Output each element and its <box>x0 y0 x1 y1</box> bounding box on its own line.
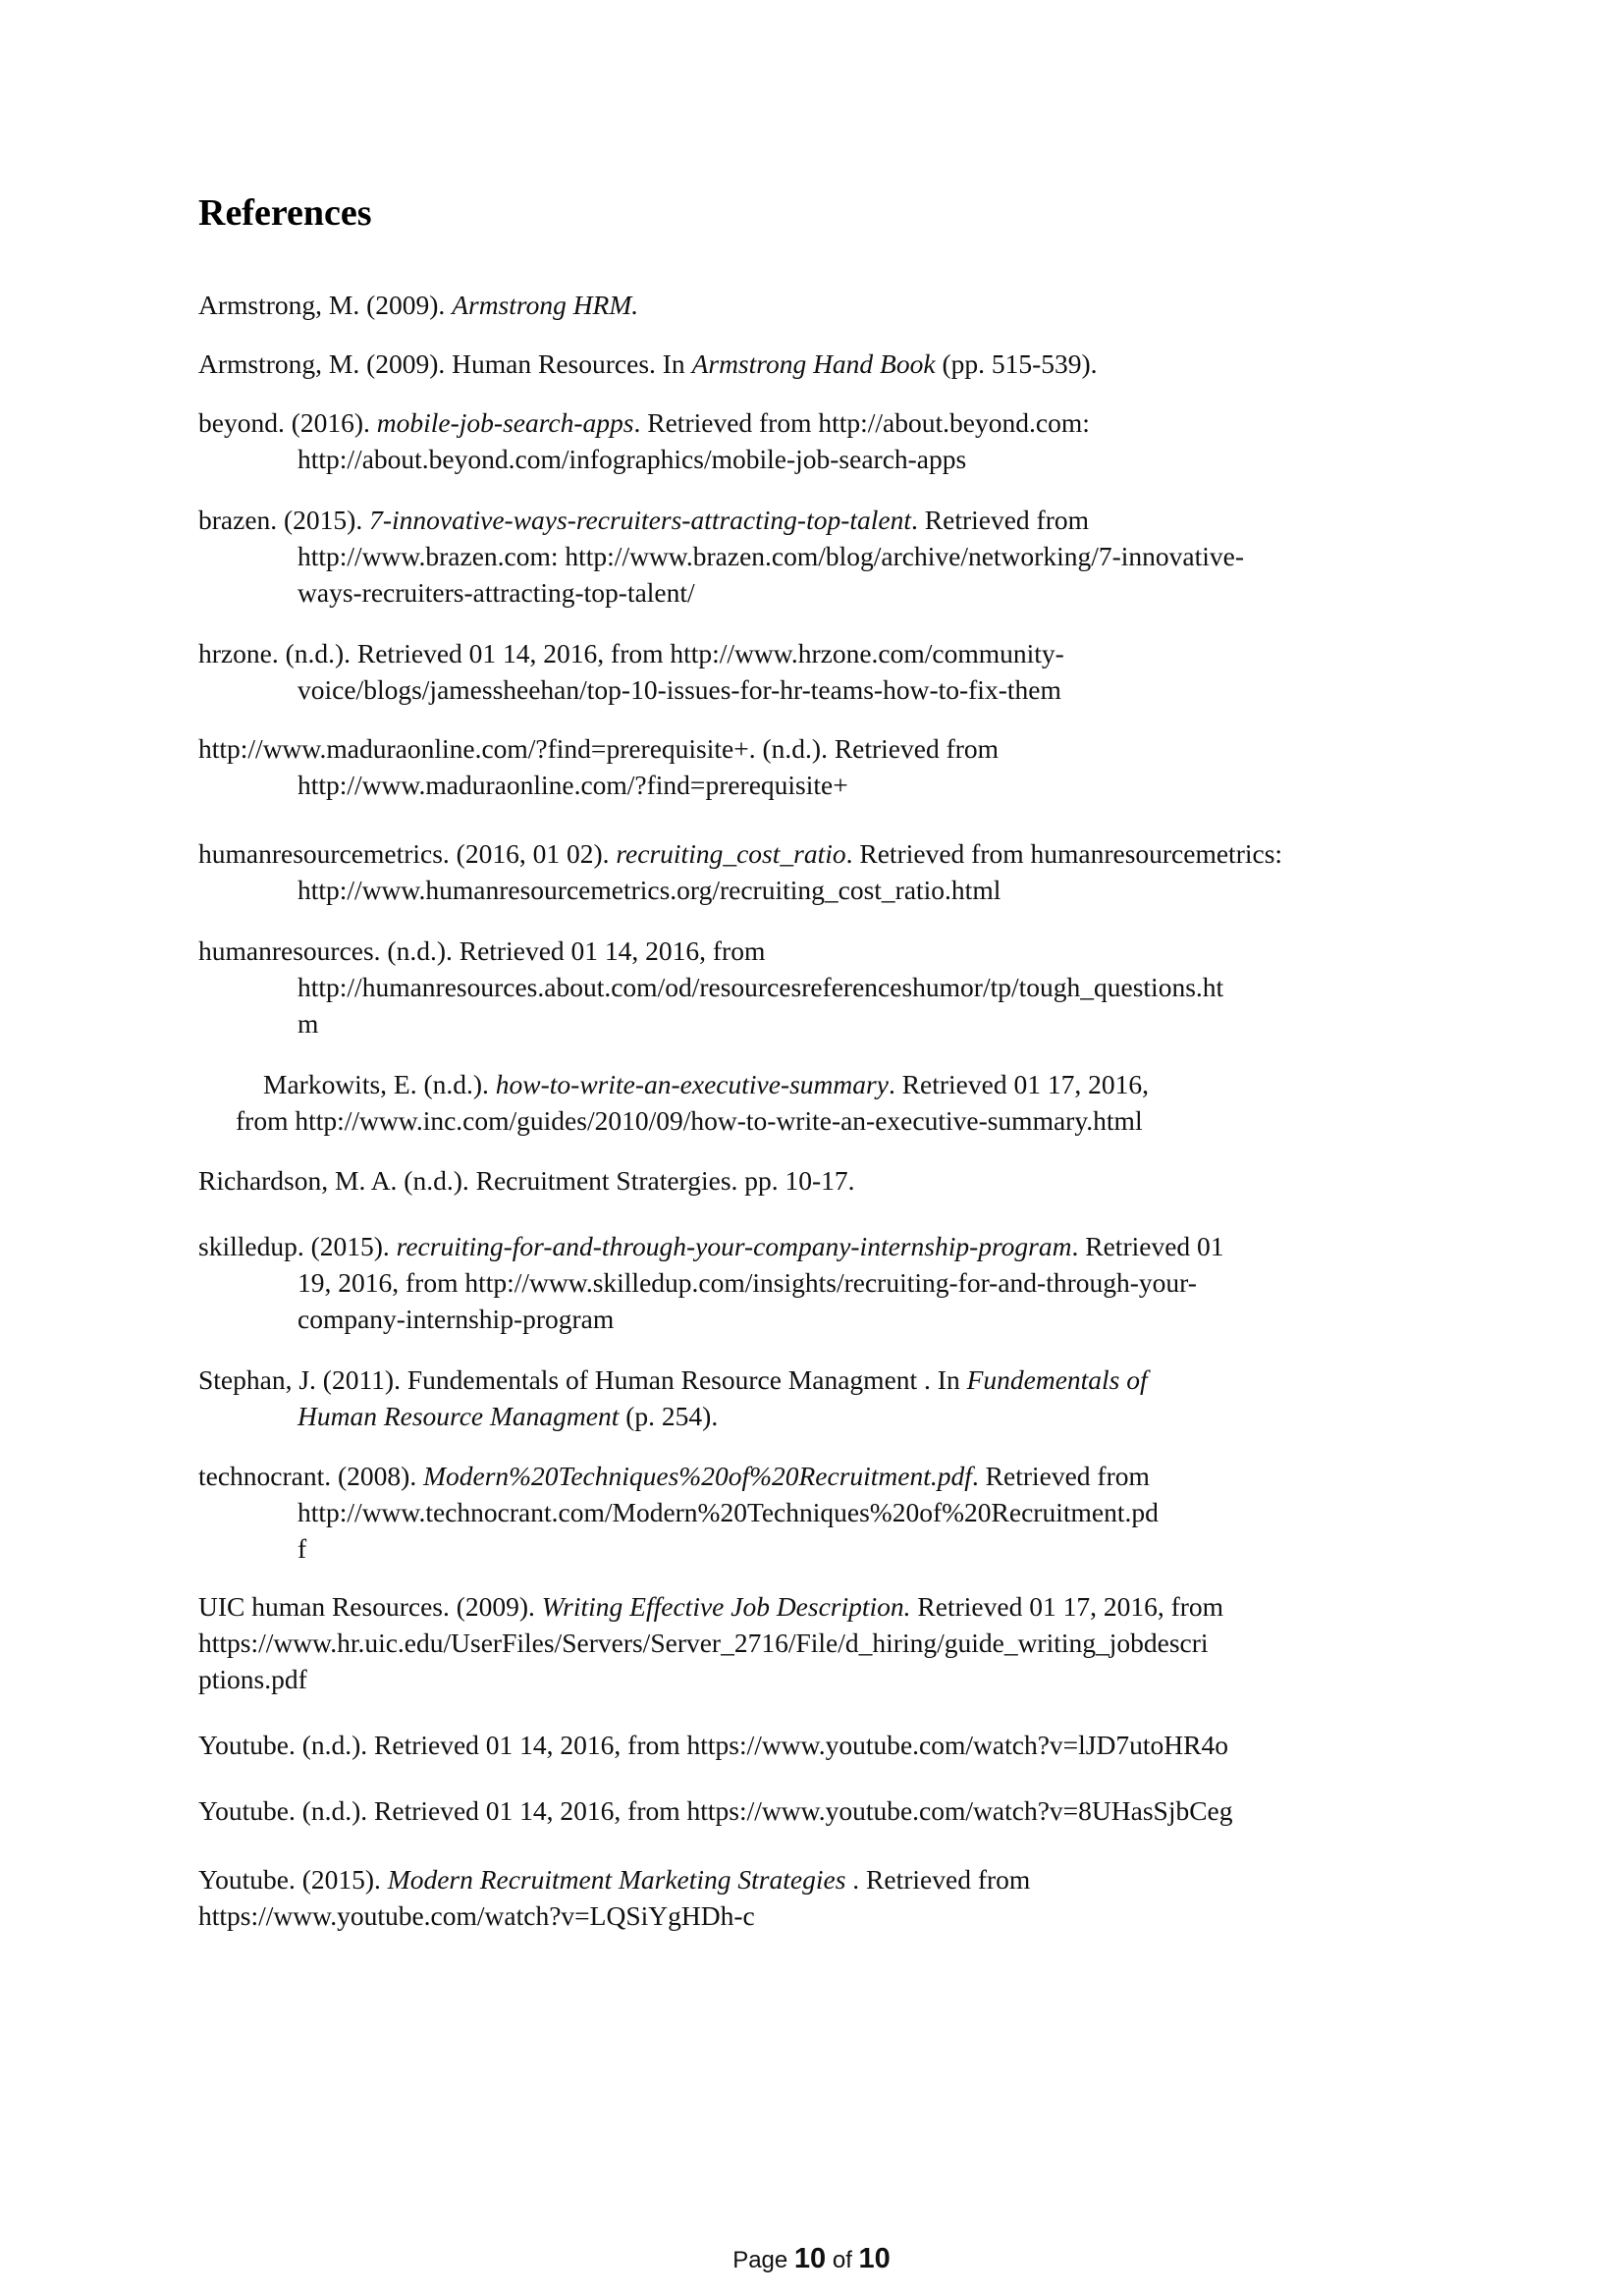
reference-entry: humanresources. (n.d.). Retrieved 01 14, 2016, from http://humanresources.about.com/od/resourcesreferenceshumor/tp/tough_questions.ht m <box>198 935 1224 1039</box>
reference-entry: UIC human Resources. (2009). Writing Effective Job Description. Retrieved 01 17, 2016, from https://www.hr.uic.edu/UserFiles/Servers/Server_2716/File/d_hiring/guide_writing_jobdescri ptions.pdf <box>198 1591 1224 1694</box>
reference-entry: beyond. (2016). mobile-job-search-apps. Retrieved from http://about.beyond.com: http://about.beyond.com/infographics/mobile-job-search-apps <box>198 407 1090 474</box>
references-heading: References <box>198 192 372 234</box>
reference-entry: Stephan, J. (2011). Fundementals of Human Resource Managment . In Fundementals of Human Resource Managment (p. 254). <box>198 1364 1148 1431</box>
reference-entry: hrzone. (n.d.). Retrieved 01 14, 2016, from http://www.hrzone.com/community- voice/blogs/jamessheehan/top-10-issues-for-hr-teams-how-to-fix-them <box>198 638 1064 705</box>
reference-entry: Youtube. (n.d.). Retrieved 01 14, 2016, from https://www.youtube.com/watch?v=lJD7utoHR4o <box>198 1730 1228 1760</box>
reference-entry: Markowits, E. (n.d.). how-to-write-an-executive-summary. Retrieved 01 17, 2016, from http://www.inc.com/guides/2010/09/how-to-write-an-executive-summary.html <box>236 1069 1149 1136</box>
reference-entry: Armstrong, M. (2009). Armstrong HRM. <box>198 290 639 320</box>
reference-entry: Richardson, M. A. (n.d.). Recruitment Stratergies. pp. 10-17. <box>198 1165 855 1196</box>
reference-entry: Youtube. (2015). Modern Recruitment Marketing Strategies . Retrieved from https://www.youtube.com/watch?v=LQSiYgHDh-c <box>198 1864 1031 1931</box>
reference-entry: skilledup. (2015). recruiting-for-and-through-your-company-internship-program. Retrieved 01 19, 2016, from http://www.skilledup.com/insights/recruiting-for-and-through-your- company-internship-program <box>198 1231 1224 1334</box>
reference-entry: Youtube. (n.d.). Retrieved 01 14, 2016, from https://www.youtube.com/watch?v=8UHasSjbCeg <box>198 1795 1233 1826</box>
reference-entry: technocrant. (2008). Modern%20Techniques%20of%20Recruitment.pdf. Retrieved from http://www.technocrant.com/Modern%20Techniques%20of%20Recruitment.pd f <box>198 1461 1159 1564</box>
reference-entry: brazen. (2015). 7-innovative-ways-recruiters-attracting-top-talent. Retrieved from http://www.brazen.com: http://www.brazen.com/blog/archive/networking/7-innovative- ways-recruiters-attracting-top-talent/ <box>198 505 1245 608</box>
page-number-footer: Page 10 of 10 <box>732 2243 891 2274</box>
reference-entry: Armstrong, M. (2009). Human Resources. In Armstrong Hand Book (pp. 515-539). <box>198 348 1098 379</box>
reference-entry: humanresourcemetrics. (2016, 01 02). recruiting_cost_ratio. Retrieved from humanresourcemetrics: http://www.humanresourcemetrics.org/recruiting_cost_ratio.html <box>198 838 1283 905</box>
reference-entry: http://www.maduraonline.com/?find=prerequisite+. (n.d.). Retrieved from http://www.maduraonline.com/?find=prerequisite+ <box>198 733 1000 800</box>
